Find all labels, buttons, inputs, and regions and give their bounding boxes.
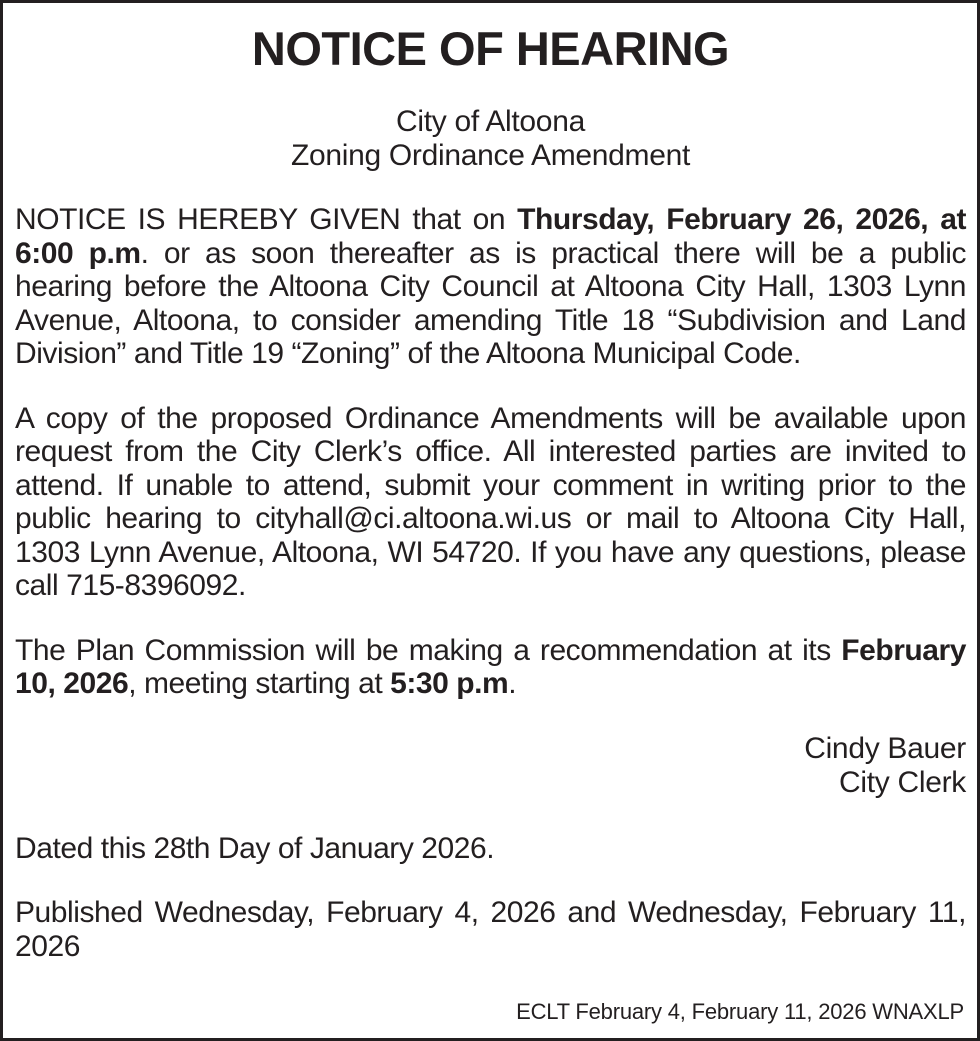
plan-commission-meeting-time: 5:30 p.m — [390, 667, 509, 700]
notice-subject: Zoning Ordinance Amendment — [290, 139, 691, 172]
notice-title: NOTICE OF HEARING — [251, 22, 730, 75]
plan-commission-end-text: . — [508, 667, 517, 700]
signer-title: City Clerk — [838, 765, 966, 799]
signer-name: Cindy Bauer — [804, 731, 966, 765]
plan-commission-paragraph — [15, 634, 966, 701]
dated-line: Dated this 28th Day of January 2026. — [15, 831, 495, 865]
notice-subhead — [15, 105, 966, 173]
hearing-lead-text: NOTICE IS HEREBY GIVEN that on — [15, 203, 518, 236]
plan-commission-lead-text: The Plan Commission will be making a recommendation at its — [15, 633, 842, 667]
signature-block — [15, 732, 966, 800]
hearing-datetime: Thursday, February 26, 2026, at 6:00 p.m — [15, 203, 966, 270]
notice-entity: City of Altoona — [396, 105, 585, 138]
hearing-paragraph — [15, 203, 966, 371]
plan-commission-middle-text: , meeting starting at — [128, 667, 391, 700]
publication-footer: ECLT February 4, February 11, 2026 WNAXLP — [516, 999, 964, 1024]
published-line: Published Wednesday, February 4, 2026 and Wednesday, February 11, 2026 — [15, 896, 966, 963]
plan-commission-meeting-date: February 10, 2026 — [15, 633, 966, 700]
copy-request-paragraph: A copy of the proposed Ordinance Amendments will be available upon request from the City Clerk’s office. All interested parties are invited to attend. If unable to attend, submit your comment in writing prior to the public hearing to cityhall@ci.altoona.wi.us or mail to Altoona City Hall, 1303 Lynn Avenue, Altoona, WI 54720. If you have any questions, please call 715-8396092. — [15, 401, 966, 602]
hearing-body-text: . or as soon thereafter as is practical there will be a public hearing before the Altoona City Council at Altoona City Hall, 1303 Lynn Avenue, Altoona, to consider amending Title 18 “Subdivision and Land Division” and Title 19 “Zoning” of the Altoona Municipal Code. — [15, 236, 967, 370]
